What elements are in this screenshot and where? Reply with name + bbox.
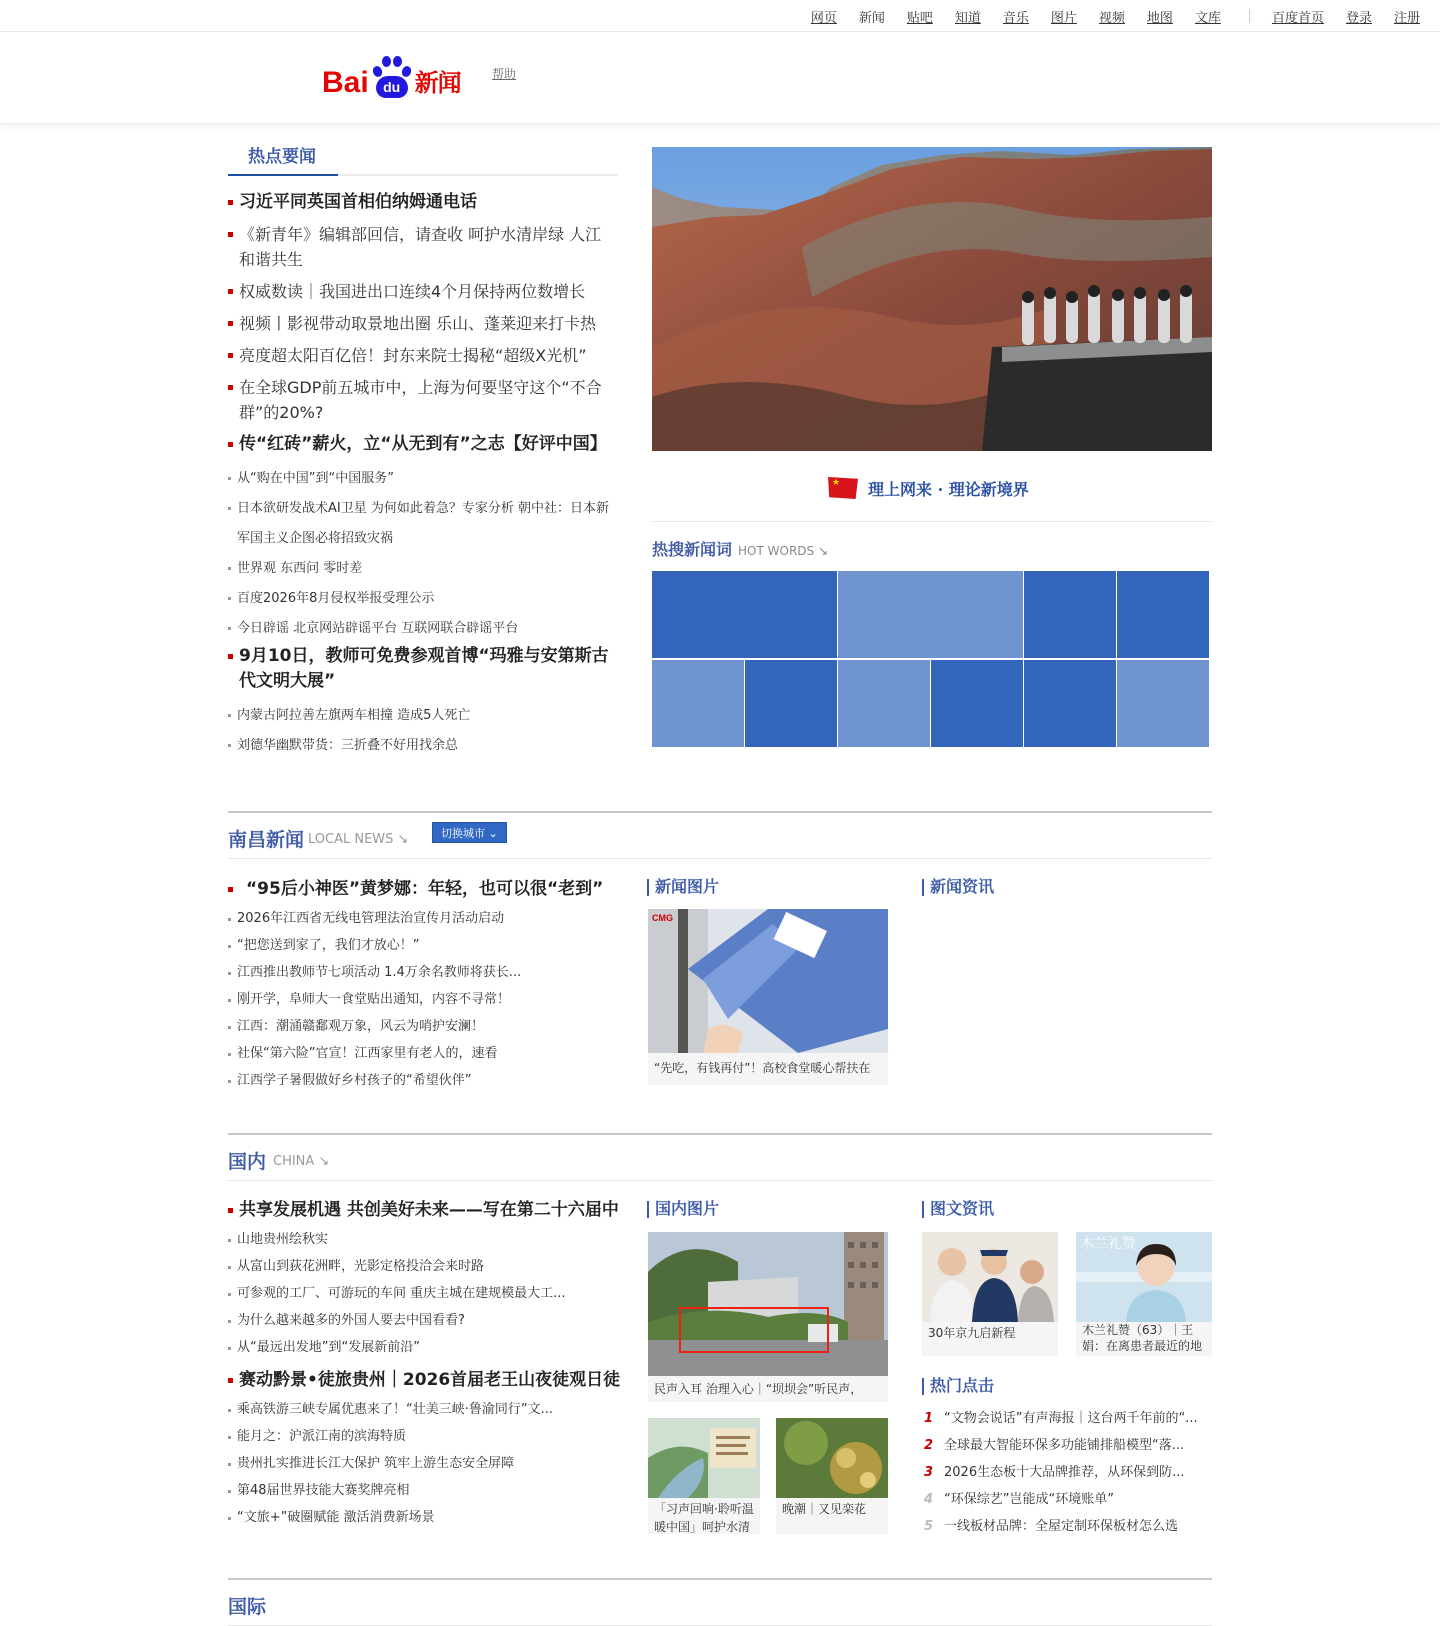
- hot-word-tile[interactable]: [1117, 660, 1209, 747]
- switch-city-button[interactable]: 切换城市 ⌄: [432, 822, 507, 843]
- local-news-list: [228, 876, 613, 1094]
- hot-clicks-list: [922, 1405, 1212, 1540]
- list-item[interactable]: 可参观的工厂、可游玩的车间 重庆主城在建规模最大工...: [228, 1280, 613, 1307]
- topnav-register[interactable]: 注册: [1393, 11, 1420, 26]
- list-item[interactable]: 刘德华幽默带货：三折叠不好用找余总: [228, 731, 613, 761]
- top-bar: [0, 0, 1440, 32]
- china-small-photo-1-caption[interactable]: 「习声回响·聆听温暖中国」呵护水清: [654, 1502, 754, 1534]
- local-news-title[interactable]: 南昌新闻: [228, 829, 305, 851]
- rank-number: 4: [924, 1492, 934, 1507]
- rank-title: “文物会说话”有声海报｜这台两千年前的“...: [944, 1411, 1198, 1426]
- china-main-photo-caption[interactable]: 民声入耳 治理入心｜“坝坝会”听民声，: [654, 1382, 863, 1396]
- news-item[interactable]: 权威数读｜我国进出口连续4个月保持两位数增长: [228, 279, 613, 304]
- list-item[interactable]: 日本欲研发战术AI卫星 为何如此着急？专家分析 朝中社：日本新军国主义企图必将招致灾祸: [228, 494, 613, 554]
- rank-item[interactable]: [922, 1513, 1212, 1540]
- hot-news-tab[interactable]: [228, 140, 618, 176]
- rank-item[interactable]: [922, 1432, 1212, 1459]
- flower-photo: [776, 1418, 888, 1498]
- doctor-portrait-photo: [1076, 1232, 1212, 1322]
- rank-number: 3: [924, 1465, 934, 1480]
- hot-word-tile[interactable]: [838, 660, 930, 747]
- hot-word-tile[interactable]: [838, 571, 1023, 658]
- baidu-news-logo[interactable]: [322, 50, 461, 100]
- rank-number: 5: [924, 1519, 934, 1534]
- china-en[interactable]: CHINA ↘: [273, 1154, 330, 1169]
- list-item[interactable]: 2026年江西省无线电管理法治宣传月活动启动: [228, 905, 613, 932]
- topnav-tieba[interactable]: 贴吧: [906, 11, 933, 26]
- news-item[interactable]: 在全球GDP前五城市中，上海为何要坚守这个“不合群”的20%?: [228, 375, 613, 425]
- china-info-column-title[interactable]: 图文资讯: [922, 1200, 994, 1218]
- folder-photo: [648, 909, 888, 1053]
- tab-underline: [228, 174, 338, 176]
- divider: [652, 521, 1212, 522]
- info-card-2-caption[interactable]: 木兰礼赞（63）｜王娟：在离患者最近的地: [1082, 1323, 1203, 1353]
- rank-title: 一线板材品牌：全屋定制环保板材怎么选: [944, 1519, 1179, 1534]
- info-card-2[interactable]: [1076, 1232, 1212, 1356]
- list-item[interactable]: 从富山到荻花洲畔，光影定格投洽会来时路: [228, 1253, 613, 1280]
- china-news-list: [228, 1197, 621, 1531]
- hot-word-tile[interactable]: [745, 660, 837, 747]
- rank-title: “环保综艺”岂能成“环境账单”: [944, 1492, 1114, 1507]
- topnav-news[interactable]: 新闻: [858, 11, 885, 26]
- list-item[interactable]: 今日辟谣 北京网站辟谣平台 互联网联合辟谣平台: [228, 614, 613, 644]
- list-item[interactable]: 社保“第六险”官宣！江西家里有老人的，速看: [228, 1040, 613, 1067]
- news-item[interactable]: 《新青年》编辑部回信，请查收 呵护水清岸绿 人江和谐共生: [228, 222, 613, 272]
- headline[interactable]: 习近平同英国首相伯纳姆通电话: [228, 190, 613, 215]
- list-item[interactable]: 内蒙古阿拉善左旗两车相撞 造成5人死亡: [228, 701, 613, 731]
- logo-bai: Bai: [322, 66, 369, 99]
- street-photo: [648, 1232, 888, 1376]
- hot-news-tab-label: 热点要闻: [248, 147, 316, 167]
- list-item[interactable]: 从“购在中国”到“中国服务”: [228, 464, 613, 494]
- header: [0, 32, 1440, 124]
- local-news-en[interactable]: LOCAL NEWS ↘: [308, 832, 409, 847]
- logo-du: du: [376, 76, 408, 98]
- topnav-image[interactable]: 图片: [1050, 11, 1077, 26]
- theory-banner[interactable]: [828, 474, 1029, 502]
- list-item[interactable]: “文旅+”破圈赋能 激活消费新场景: [228, 1504, 613, 1531]
- china-small-photo-2[interactable]: [776, 1418, 888, 1534]
- china-pic-column-title[interactable]: 国内图片: [647, 1200, 719, 1218]
- china-news-header: [228, 1133, 1212, 1181]
- news-item[interactable]: 亮度超太阳百亿倍！封东来院士揭秘“超级X光机”: [228, 343, 613, 368]
- hot-words-grid: [652, 571, 1211, 747]
- list-item[interactable]: 山地贵州绘秋实: [228, 1226, 613, 1253]
- local-news-photo[interactable]: [648, 909, 888, 1085]
- rank-title: 全球最大智能环保多功能铺排船模型“落...: [944, 1438, 1185, 1453]
- svg-text:木兰礼赞: 木兰礼赞: [1080, 1236, 1136, 1252]
- svg-text:CMG: CMG: [652, 913, 673, 923]
- help-link[interactable]: 帮助: [492, 67, 517, 81]
- hot-word-tile[interactable]: [652, 660, 744, 747]
- topnav-web[interactable]: 网页: [810, 11, 837, 26]
- topnav-wenku[interactable]: 文库: [1194, 11, 1221, 26]
- baidu-paw-icon: [371, 54, 413, 100]
- theory-banner-text: 理上网来 · 理论新境界: [868, 479, 1029, 499]
- rank-item[interactable]: [922, 1405, 1212, 1432]
- list-item[interactable]: 第48届世界技能大赛奖牌亮相: [228, 1477, 613, 1504]
- hot-word-tile[interactable]: [1024, 660, 1116, 747]
- info-card-1-caption[interactable]: 30年京九启新程: [928, 1326, 1016, 1340]
- list-item[interactable]: “把您送到家了，我们才放心！”: [228, 932, 613, 959]
- list-item[interactable]: 乘高铁游三峡专属优惠来了！“壮美三峡·鲁渝同行”文...: [228, 1396, 613, 1423]
- list-item[interactable]: 从“最远出发地”到“发展新前沿”: [228, 1334, 613, 1361]
- party-flag-icon: [828, 477, 858, 499]
- topnav-divider: [1249, 9, 1250, 23]
- topnav-login[interactable]: 登录: [1345, 11, 1372, 26]
- list-item[interactable]: 能月之：沪派江南的滨海特质: [228, 1423, 613, 1450]
- list-item[interactable]: 世界观 东西问 零时差: [228, 554, 613, 584]
- railway-worker-photo: [922, 1232, 1058, 1322]
- logo-xinwen: 新闻: [414, 69, 461, 97]
- intl-news-header: [228, 1578, 1212, 1626]
- rank-number: 1: [924, 1411, 934, 1426]
- local-photo-caption[interactable]: “先吃，有钱再付”！高校食堂暖心帮扶在: [654, 1061, 871, 1075]
- china-lead-headline-1[interactable]: 共享发展机遇 共创美好未来——写在第二十六届中: [228, 1197, 613, 1224]
- list-item[interactable]: 江西推出教师节七项活动 1.4万余名教师将获长...: [228, 959, 613, 986]
- hot-word-tile[interactable]: [931, 660, 1023, 747]
- topnav-music[interactable]: 音乐: [1002, 11, 1029, 26]
- china-small-photo-1[interactable]: [648, 1418, 760, 1534]
- hot-clicks-column-title[interactable]: 热门点击: [922, 1377, 994, 1395]
- rank-title: 2026生态板十大品牌推荐，从环保到防...: [944, 1465, 1185, 1480]
- hot-news-list: [228, 190, 613, 761]
- china-title[interactable]: 国内: [228, 1151, 267, 1173]
- headline[interactable]: 传“红砖”薪火，立“从无到有”之志【好评中国】: [228, 432, 613, 457]
- hot-words-en[interactable]: HOT WORDS ↘: [738, 544, 829, 558]
- rank-item[interactable]: [922, 1486, 1212, 1513]
- top-nav: [789, 7, 1420, 26]
- topnav-map[interactable]: 地图: [1146, 11, 1173, 26]
- topnav-zhidao[interactable]: 知道: [954, 11, 981, 26]
- rainbow-mountain-image: [652, 147, 1212, 451]
- topnav-video[interactable]: 视频: [1098, 11, 1125, 26]
- china-lead-headline-2[interactable]: 赛动黔景•徒旅贵州｜2026首届老王山夜徒观日徒: [228, 1367, 613, 1394]
- headline-photo[interactable]: [652, 147, 1212, 451]
- intl-title[interactable]: 国际: [228, 1596, 267, 1618]
- rank-item[interactable]: [922, 1459, 1212, 1486]
- headline[interactable]: 9月10日，教师可免费参观首博“玛雅与安第斯古代文明大展”: [228, 644, 613, 694]
- topnav-baidu-home[interactable]: 百度首页: [1271, 11, 1324, 26]
- hot-words-header: [652, 537, 828, 560]
- local-lead-headline[interactable]: “95后小神医”黄梦娜：年轻，也可以很“老到”: [228, 876, 613, 903]
- hot-word-tile[interactable]: [652, 571, 837, 658]
- local-news-header: [228, 811, 1212, 859]
- hot-words-title: 热搜新闻词: [652, 540, 733, 559]
- info-card-1[interactable]: [922, 1232, 1058, 1356]
- list-item[interactable]: 刚开学，阜师大一食堂贴出通知，内容不寻常！: [228, 986, 613, 1013]
- news-item[interactable]: 视频丨影视带动取景地出圈 乐山、蓬莱迎来打卡热: [228, 311, 613, 336]
- list-item[interactable]: 为什么越来越多的外国人要去中国看看?: [228, 1307, 613, 1334]
- china-main-photo[interactable]: [648, 1232, 888, 1402]
- list-item[interactable]: 江西：潮涌赣鄱观万象，风云为哨护安澜！: [228, 1013, 613, 1040]
- hot-word-tile[interactable]: [1024, 571, 1116, 658]
- list-item[interactable]: 百度2026年8月侵权举报受理公示: [228, 584, 613, 614]
- list-item[interactable]: 江西学子暑假做好乡村孩子的“希望伙伴”: [228, 1067, 613, 1094]
- china-small-photo-2-caption[interactable]: 晚潮｜又见栾花: [782, 1502, 867, 1516]
- list-item[interactable]: 贵州扎实推进长江大保护 筑牢上游生态安全屏障: [228, 1450, 613, 1477]
- rank-number: 2: [924, 1438, 934, 1453]
- river-photo: [648, 1418, 760, 1498]
- local-pic-column-title[interactable]: 新闻图片: [647, 878, 719, 896]
- hot-word-tile[interactable]: [1117, 571, 1209, 658]
- local-info-column-title[interactable]: 新闻资讯: [922, 878, 994, 896]
